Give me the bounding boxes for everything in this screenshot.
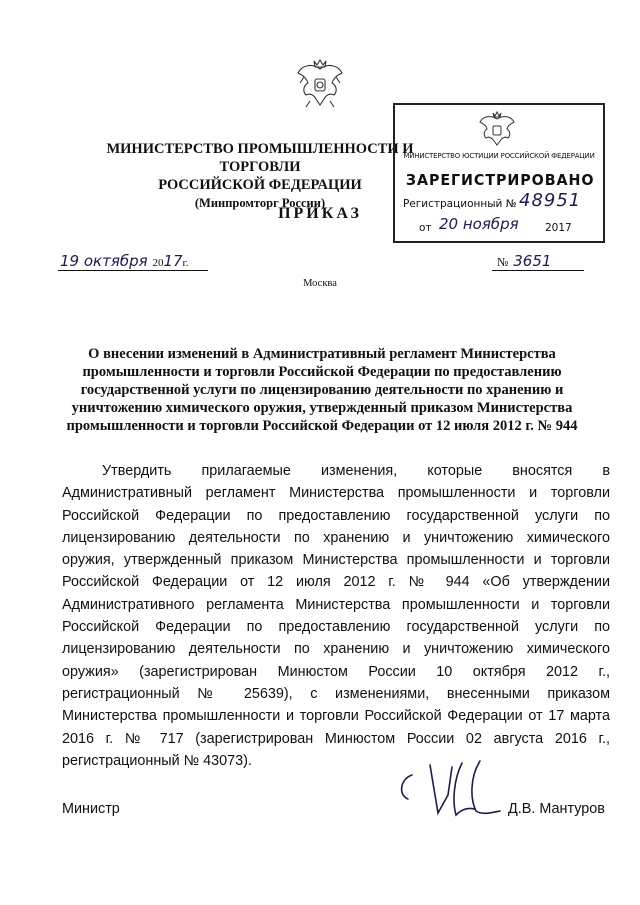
stamp-reg-number: 48951 [519, 190, 582, 211]
signature-icon [390, 755, 520, 825]
stamp-ministry: МИНИСТЕРСТВО ЮСТИЦИИ РОССИЙСКОЙ ФЕДЕРАЦИИ [403, 152, 595, 160]
order-date [60, 252, 189, 270]
order-heading: О внесении изменений в Административный регламент Министерства промышленности и торговли Российской Федерации по предоставлению государственной услуги по лицензированию деятельности по хранению и уничтожению химического оружия, утвержденный приказом Министерства промышленности и торговли Российской Федерации от 12 июля 2012 г. № 944 [66, 346, 578, 434]
date-underline [58, 270, 208, 271]
ministry-line1: МИНИСТЕРСТВО ПРОМЫШЛЕННОСТИ И ТОРГОВЛИ [106, 141, 414, 175]
stamp-reg-label: Регистрационный № [403, 198, 517, 210]
coat-of-arms-icon [473, 109, 521, 149]
stamp-status: ЗАРЕГИСТРИРОВАНО [405, 171, 595, 189]
registration-stamp [393, 103, 605, 243]
city: Москва [303, 278, 337, 289]
stamp-date-label: от [419, 222, 432, 234]
number-sign: № [497, 255, 509, 269]
document-type: ПРИКАЗ [278, 205, 362, 222]
ministry-abbr: (Минпромторг России) [194, 196, 326, 210]
order-date-year-end: г. [182, 257, 189, 269]
order-number [497, 252, 551, 270]
stamp-year: 2017 [545, 222, 572, 234]
signature-name: Д.В. Мантуров [508, 801, 605, 817]
order-date-year-suffix: 17 [163, 252, 183, 270]
order-number-value: 3651 [513, 252, 552, 270]
stamp-date: 20 ноября [439, 215, 519, 233]
ministry-line2: РОССИЙСКОЙ ФЕДЕРАЦИИ [158, 177, 362, 193]
coat-of-arms-icon [290, 55, 350, 115]
order-body: Утвердить прилагаемые изменения, которые вносятся в Административный регламент Министерства промышленности и торговли Российской Федерации по предоставлению государственной услуги по лицензированию деятельности по хранению и уничтожению химического оружия, утвержденный приказом Министерства промышленности и торговли Российской Федерации от 12 июля 2012 г. № 944 «Об утверждении Административного регламента Министерства промышленности и торговли Российской Федерации по предоставлению государственной услуги по лицензированию деятельности по хранению и уничтожению химического оружия» (зарегистрирован Минюстом России 10 октября 2012 г., регистрационный № 25639), с изменениями, внесенными приказом Министерства промышленности и торговли Российской Федерации от 17 марта 2016 г. № 717 (зарегистрирован Минюстом России 02 августа 2016 г., регистрационный № 43073). [62, 463, 610, 769]
number-underline [492, 270, 584, 271]
ministry-name [100, 140, 420, 212]
order-date-day: 19 октября [60, 252, 148, 270]
order-date-year-prefix: 20 [152, 257, 164, 269]
signature-position: Министр [62, 801, 120, 817]
